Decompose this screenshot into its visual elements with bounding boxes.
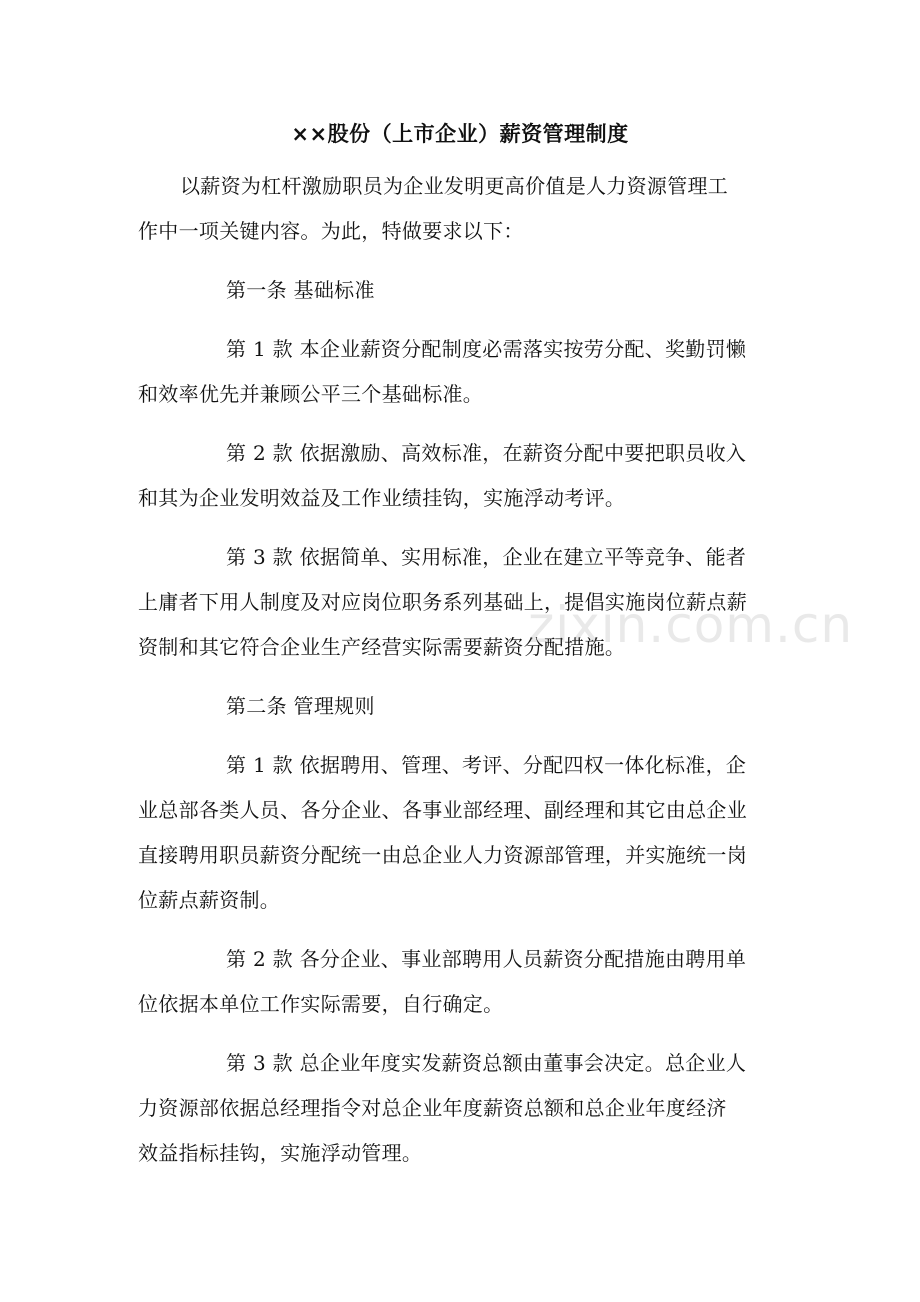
document-title: ××股份（上市企业）薪资管理制度 [291,122,629,146]
clause-line: 第 2 款 依据激励、高效标准，在薪资分配中要把职员收入 [226,441,747,465]
section-heading-text: 第二条 管理规则 [226,694,375,718]
clause-paragraph [138,1041,784,1176]
section-heading [138,268,784,313]
clause-paragraph [138,937,784,1027]
clause-line: 第 2 款 各分企业、事业部聘用人员薪资分配措施由聘用单 [226,947,747,971]
clause-line: 和效率优先并兼顾公平三个基础标准。 [138,382,484,406]
clause-line: 资制和其它符合企业生产经营实际需要薪资分配措施。 [138,635,626,659]
clause-line: 第 1 款 依据聘用、管理、考评、分配四权一体化标准，企 [226,753,747,777]
clause-line: 上庸者下用人制度及对应岗位职务系列基础上，提倡实施岗位薪点薪 [138,590,747,614]
intro-line: 作中一项关键内容。为此，特做要求以下： [138,219,524,243]
clause-line: 第 1 款 本企业薪资分配制度必需落实按劳分配、奖勤罚懒 [226,337,747,361]
clause-line: 力资源部依据总经理指令对总企业年度薪资总额和总企业年度经济 [138,1096,727,1120]
watermark-text: zixin.com.cn [528,596,854,654]
clause-paragraph [138,535,784,670]
clause-line: 第 3 款 依据简单、实用标准，企业在建立平等竞争、能者 [226,545,747,569]
intro-paragraph [138,164,784,254]
clause-line: 和其为企业发明效益及工作业绩挂钩，实施浮动考评。 [138,486,626,510]
clause-line: 位依据本单位工作实际需要，自行确定。 [138,992,504,1016]
section-heading [138,684,784,729]
clause-paragraph [138,743,784,923]
clause-paragraph [138,431,784,521]
document-body [138,164,784,1176]
clause-line: 直接聘用职员薪资分配统一由总企业人力资源部管理，并实施统一岗 [138,843,747,867]
clause-line: 位薪点薪资制。 [138,888,281,912]
intro-line: 以薪资为杠杆激励职员为企业发明更高价值是人力资源管理工 [180,174,729,198]
clause-line: 业总部各类人员、各分企业、各事业部经理、副经理和其它由总企业 [138,798,747,822]
clause-line: 第 3 款 总企业年度实发薪资总额由董事会决定。总企业人 [226,1051,747,1075]
clause-paragraph [138,327,784,417]
section-heading-text: 第一条 基础标准 [226,278,375,302]
clause-line: 效益指标挂钩，实施浮动管理。 [138,1141,423,1165]
